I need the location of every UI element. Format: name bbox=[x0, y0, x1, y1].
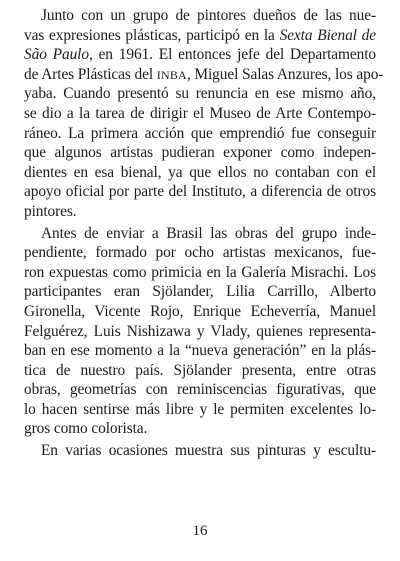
text-line: Antes de enviar a Brasil las obras del grupo inde- bbox=[41, 224, 376, 242]
text-line: vas expresiones plásticas, participó en la Sexta Bienal de bbox=[24, 26, 376, 44]
text-line: obras, geometrías con reminiscencias figurativas, que bbox=[24, 381, 376, 399]
text-line: Felguérez, Luis Nishizawa y Vlady, quienes representa- bbox=[24, 322, 376, 340]
page-number: 16 bbox=[192, 523, 208, 539]
text-line: apoyo oficial por parte del Instituto, a diferencia de otros bbox=[24, 183, 376, 201]
text-line: lo hacen sentirse más libre y le permiten excelentes lo- bbox=[24, 400, 376, 418]
text-line: São Paulo, en 1961. El entonces jefe del Departamento bbox=[24, 46, 376, 64]
text-line: pendiente, formado por ocho artistas mexicanos, fue- bbox=[24, 244, 376, 262]
text-line: de Artes Plásticas del INBA, Miguel Salas Anzures, los apo- bbox=[24, 65, 384, 83]
text-line: yaba. Cuando presentó su renuncia en ese mismo año, bbox=[24, 85, 376, 103]
text-line: Gironella, Vicente Rojo, Enrique Echeverría, Manuel bbox=[24, 302, 376, 320]
text-line: se dio a la tarea de dirigir el Museo de Arte Contempo- bbox=[24, 104, 376, 122]
text-line: ráneo. La primera acción que emprendió fue conseguir bbox=[24, 124, 376, 142]
text-line: tica de nuestro país. Sjölander presenta, entre otras bbox=[24, 361, 376, 379]
text-line: ban en ese momento a la “nueva generación” en la plás- bbox=[24, 342, 376, 360]
text-line: dientes en esa bienal, ya que ellos no contaban con el bbox=[24, 163, 376, 181]
text-line: participantes eran Sjölander, Lilia Carrillo, Alberto bbox=[24, 283, 376, 301]
text-line: En varias ocasiones muestra sus pinturas y escultu- bbox=[41, 442, 376, 460]
text-line: que algunos artistas pudieran exponer como indepen- bbox=[24, 144, 376, 162]
body-text bbox=[24, 6, 384, 461]
text-line: ron expuestas como primicia en la Galería Misrachi. Los bbox=[24, 263, 376, 281]
text-line: gros como colorista. bbox=[24, 420, 148, 438]
text-line: pintores. bbox=[24, 202, 77, 220]
text-line: Junto con un grupo de pintores dueños de las nue- bbox=[41, 7, 376, 24]
